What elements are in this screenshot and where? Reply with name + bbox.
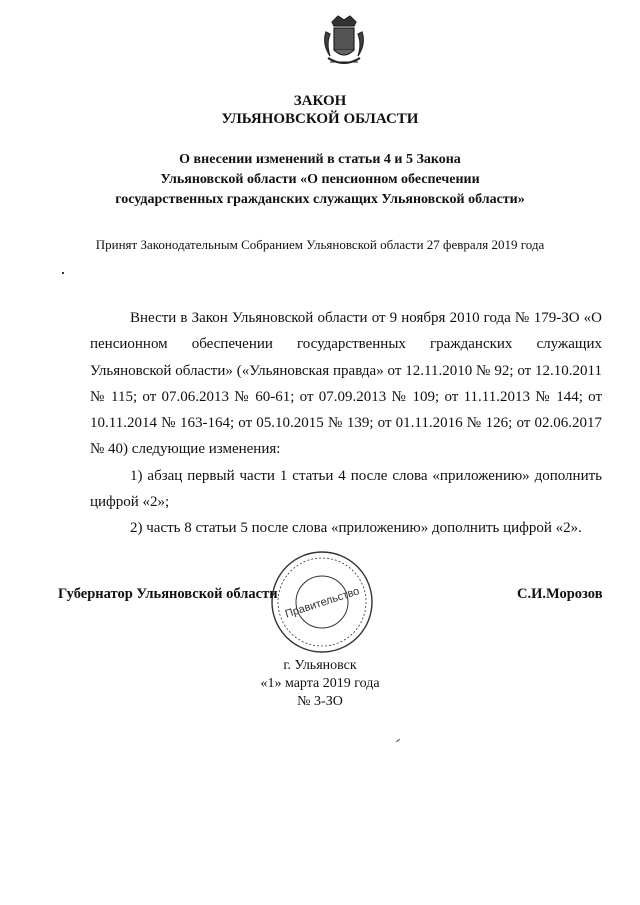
official-seal	[268, 548, 376, 656]
signing-city: г. Ульяновск	[283, 658, 357, 673]
region-title: УЛЬЯНОВСКОЙ ОБЛАСТИ	[221, 111, 419, 127]
amendment-item: 2) часть 8 статьи 5 после слова «приложению» дополнить цифрой «2».	[130, 520, 582, 537]
signing-date: «1» марта 2019 года	[260, 676, 380, 691]
law-subtitle-line: Ульяновской области «О пенсионном обеспечении	[160, 172, 480, 187]
law-subtitle-line: государственных гражданских служащих Ульяновской области»	[115, 192, 525, 207]
scan-dot	[62, 272, 64, 274]
law-subtitle-line: О внесении изменений в статьи 4 и 5 Закона	[179, 152, 461, 167]
signatory-name: С.И.Морозов	[517, 586, 603, 602]
body-intro: Внести в Закон Ульяновской области от 9 ноября 2010 года № 179-ЗО «О пенсионном обеспечении государственных гражданских служащих Ульяновской области» («Ульяновская правда» от 12.11.2010 № 92; от 12.10.2011 № 115; от 07.06.2013 № 60-61; от 07.09.2013 № 109; от 11.11.2013 № 144; от 10.11.2014 № 163-164; от 05.10.2015 № 139; от 01.11.2016 № 126; от 02.06.2017 № 40) следующие изменения:	[90, 310, 602, 458]
adoption-note: Принят Законодательным Собранием Ульяновской области 27 февраля 2019 года	[95, 237, 545, 252]
law-body	[90, 305, 602, 542]
amendment-item: 1) абзац первый части 1 статьи 4 после слова «приложению» дополнить цифрой «2»;	[90, 467, 602, 511]
law-number: № 3-ЗО	[297, 694, 343, 709]
scan-dot	[396, 739, 400, 742]
seal-text: Правительство	[283, 585, 361, 621]
signatory-position: Губернатор Ульяновской области	[58, 586, 278, 602]
coat-of-arms-icon	[320, 12, 368, 72]
law-title: ЗАКОН	[293, 93, 347, 109]
